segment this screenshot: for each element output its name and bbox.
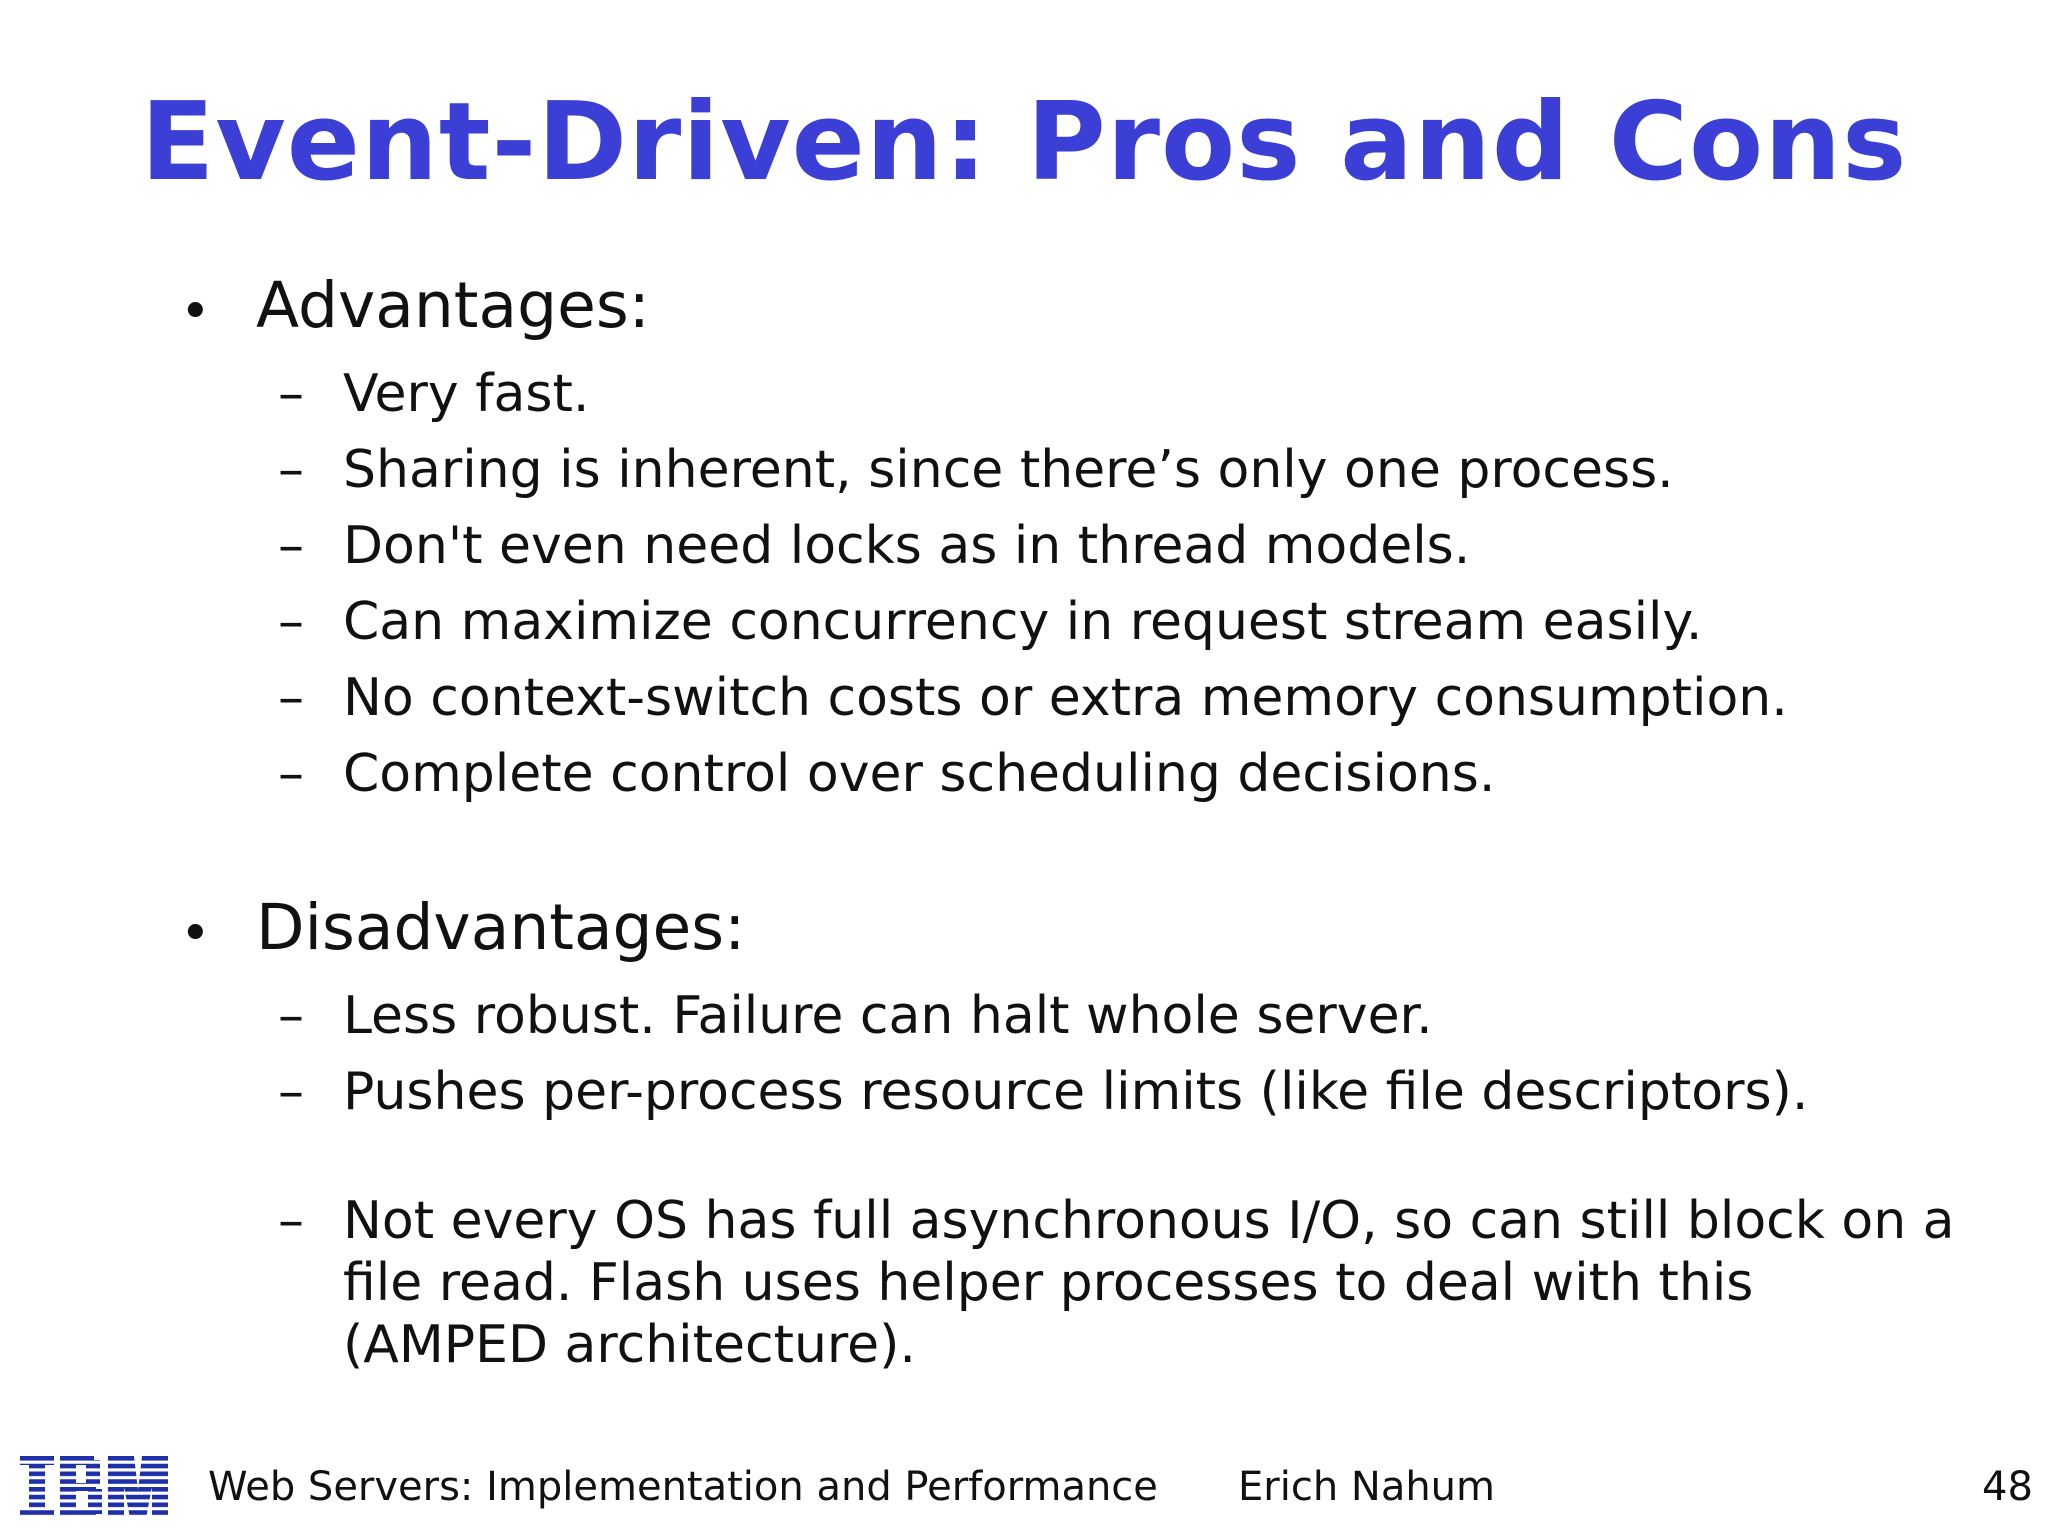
list-item <box>180 736 1980 812</box>
dash-marker: – <box>278 744 304 804</box>
list-item <box>180 508 1980 584</box>
list-item <box>180 1190 1963 1376</box>
bullet-dot: • <box>180 904 211 964</box>
dash-marker: – <box>278 440 304 500</box>
bullet-advantages <box>180 266 1980 356</box>
footer <box>0 1454 2048 1524</box>
dash-marker: – <box>278 668 304 728</box>
dash-marker: – <box>278 1062 304 1122</box>
list-item <box>180 356 1980 432</box>
bullet-disadvantages <box>180 888 1980 978</box>
bullet-dot: • <box>180 282 211 342</box>
list-item-text: Pushes per-process resource limits (like file descriptors). <box>343 1062 1809 1122</box>
list-item <box>180 1054 1980 1130</box>
dash-marker: – <box>278 592 304 652</box>
bullet-heading-disadvantages: Disadvantages: <box>256 891 746 964</box>
advantages-section <box>180 266 1980 812</box>
ibm-logo-icon <box>18 1456 170 1518</box>
bullet-heading-advantages: Advantages: <box>256 269 650 342</box>
footer-course-title: Web Servers: Implementation and Performance <box>208 1464 1158 1510</box>
list-item-text: Complete control over scheduling decisions. <box>343 744 1496 804</box>
footer-author: Erich Nahum <box>1238 1464 1495 1510</box>
disadvantages-list <box>180 978 1980 1376</box>
disadvantages-section <box>180 888 1980 1376</box>
list-item <box>180 660 1980 736</box>
list-item-text: Very fast. <box>343 364 590 424</box>
dash-marker: – <box>278 986 304 1046</box>
list-item-text: Less robust. Failure can halt whole server. <box>343 986 1433 1046</box>
list-item-text: Can maximize concurrency in request stream easily. <box>343 592 1703 652</box>
list-item <box>180 432 1980 508</box>
dash-marker: – <box>278 364 304 424</box>
list-item-text: Sharing is inherent, since there’s only one process. <box>343 440 1674 500</box>
slide-title: Event-Driven: Pros and Cons <box>140 80 1908 205</box>
list-item-text: Not every OS has full asynchronous I/O, so can still block on a file read. Flash uses helper processes to deal with this (AMPED architecture). <box>343 1191 1955 1375</box>
dash-marker: – <box>278 516 304 576</box>
list-item-text: Don't even need locks as in thread models. <box>343 516 1471 576</box>
list-item-text: No context-switch costs or extra memory consumption. <box>343 668 1788 728</box>
list-item <box>180 978 1980 1054</box>
footer-page-number: 48 <box>1982 1464 2033 1510</box>
list-item <box>180 584 1980 660</box>
advantages-list <box>180 356 1980 812</box>
dash-marker: – <box>278 1191 304 1251</box>
